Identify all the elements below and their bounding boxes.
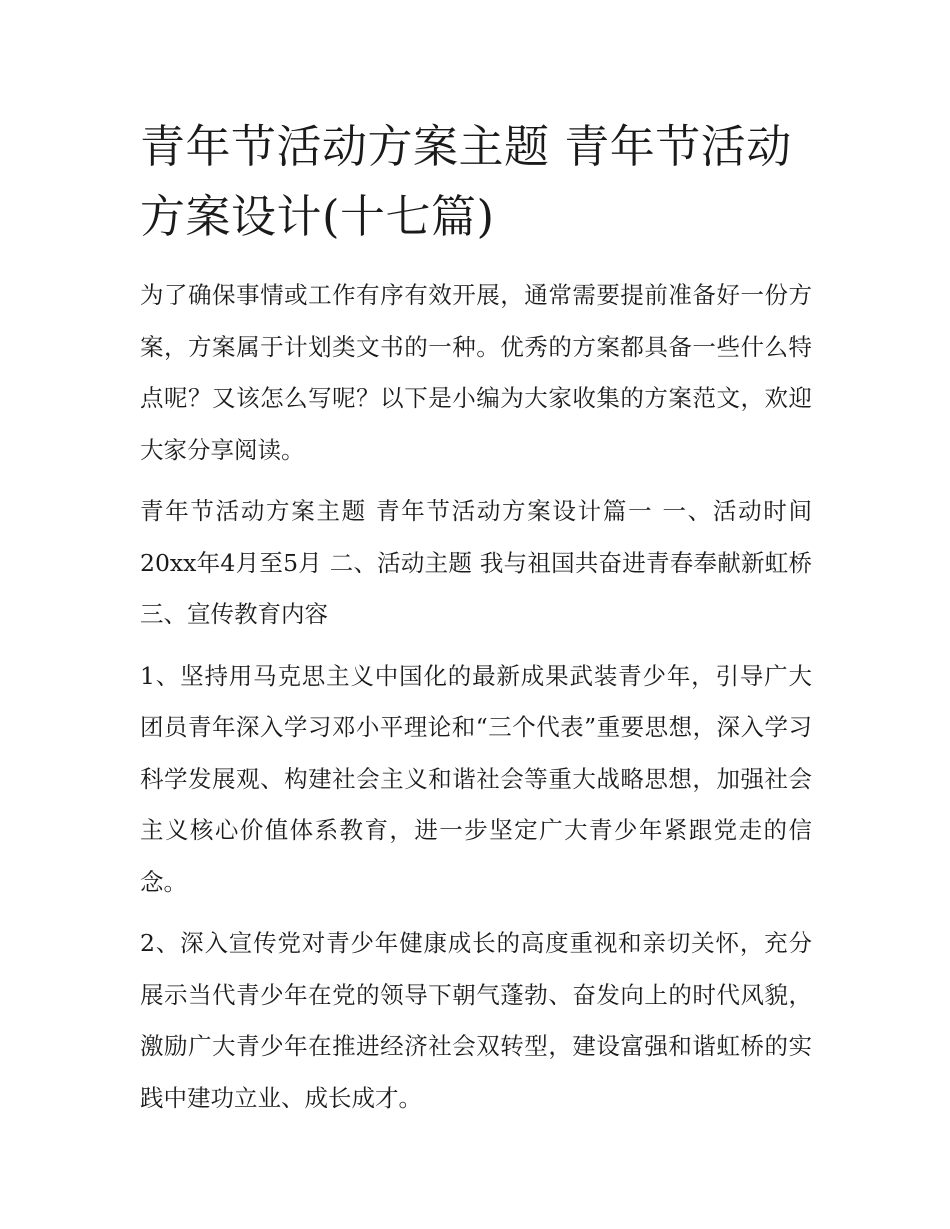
section-paragraph-item-2: 2、深入宣传党对青少年健康成长的高度重视和亲切关怀，充分展示当代青少年在党的领导下朝气蓬勃、奋发向上的时代风貌，激励广大青少年在推进经济社会双转型，建设富强和谐虹桥的实践中建功立业、成长成才。 (140, 929, 812, 1112)
section-paragraph-item-1: 1、坚持用马克思主义中国化的最新成果武装青少年，引导广大团员青年深入学习邓小平理论和“三个代表”重要思想，深入学习科学发展观、构建社会主义和谐社会等重大战略思想，加强社会主义核心价值体系教育，进一步坚定广大青少年紧跟党走的信念。 (140, 661, 812, 896)
document-title: 青年节活动方案主题 青年节活动方案设计(十七篇) (140, 120, 792, 243)
document-body (140, 112, 812, 1124)
section-paragraph-plan-overview: 青年节活动方案主题 青年节活动方案设计篇一 一、活动时间 20xx年4月至5月 二、活动主题 我与祖国共奋进青春奉献新虹桥 三、宣传教育内容 (140, 497, 812, 628)
intro-paragraph: 为了确保事情或工作有序有效开展，通常需要提前准备好一份方案，方案属于计划类文书的一种。优秀的方案都具备一些什么特点呢？又该怎么写呢？以下是小编为大家收集的方案范文，欢迎大家分享阅读。 (140, 281, 812, 464)
